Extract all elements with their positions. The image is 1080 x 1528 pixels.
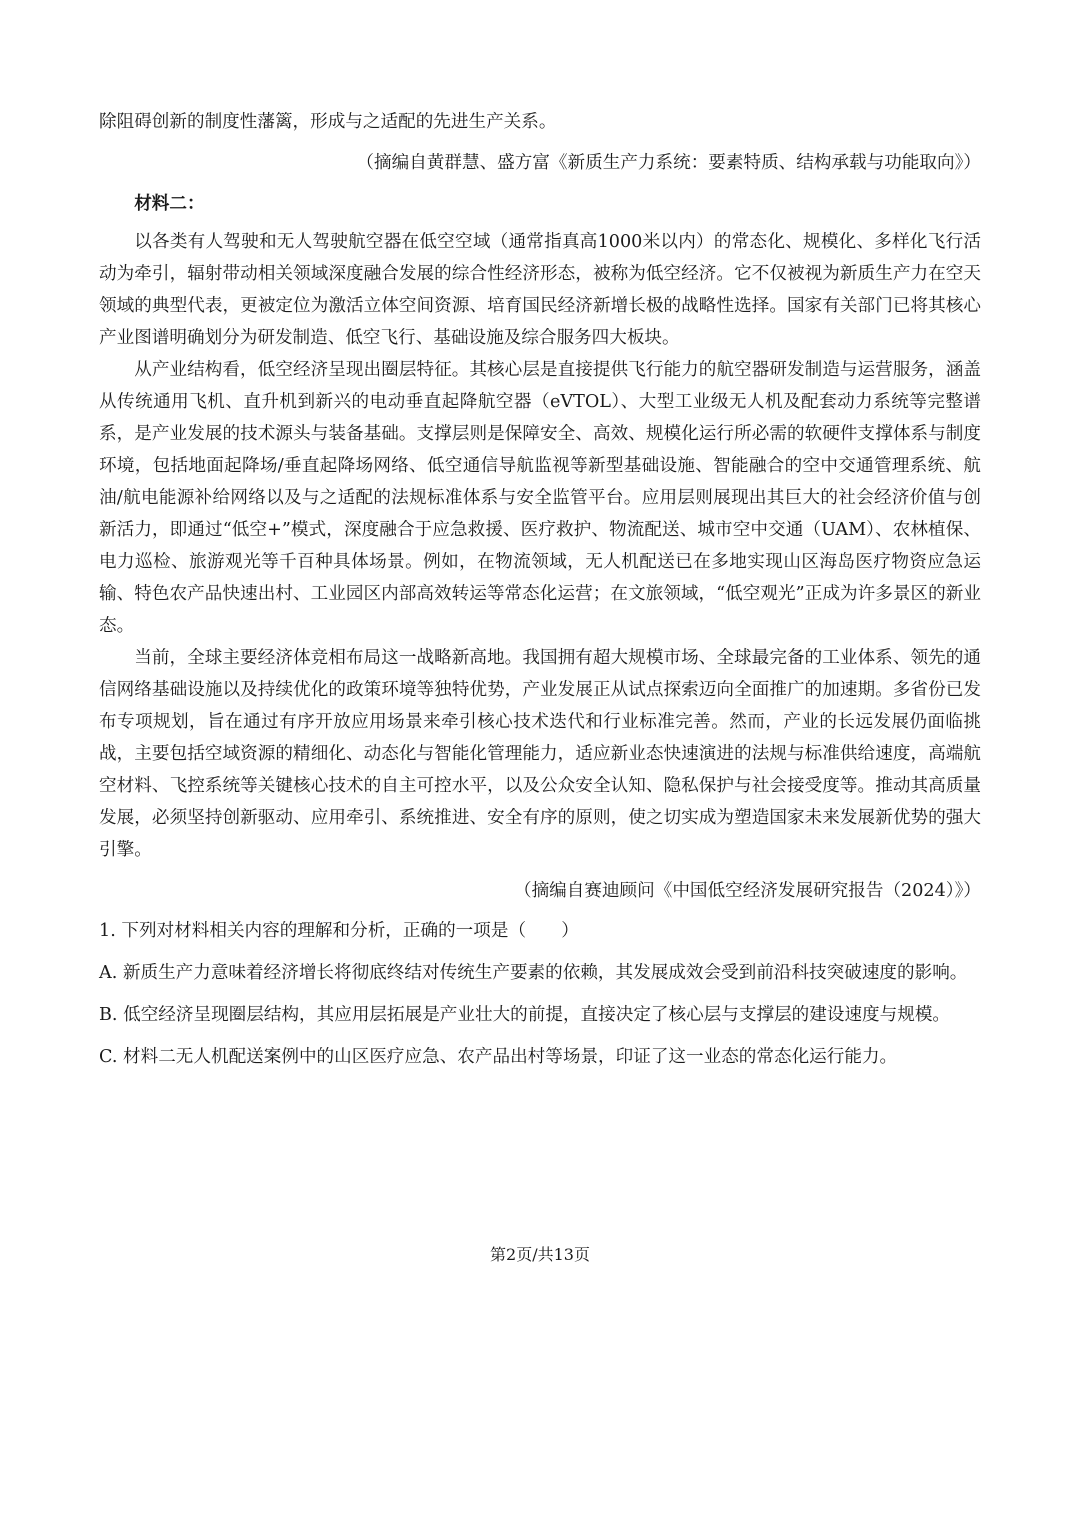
question-1-option-a: A. 新质生产力意味着经济增长将彻底终结对传统生产要素的依赖，其发展成效会受到前沿科技突破速度的影响。 [99,963,968,983]
material-2-paragraph-1: 以各类有人驾驶和无人驾驶航空器在低空空域（通常指真高1000米以内）的常态化、规模化、多样化飞行活动为牵引，辐射带动相关领域深度融合发展的综合性经济形态，被称为低空经济。它不仅被视为新质生产力在空天领域的典型代表，更被定位为激活立体空间资源、培育国民经济新增长极的战略性选择。国家有关部门已将其核心产业图谱明确划分为研发制造、低空飞行、基础设施及综合服务四大板块。 [99,232,981,348]
paragraph-continuation: 除阻碍创新的制度性藩篱，形成与之适配的先进生产关系。 [99,112,557,132]
material-2-paragraph-2: 从产业结构看，低空经济呈现出圈层特征。其核心层是直接提供飞行能力的航空器研发制造与运营服务，涵盖从传统通用飞机、直升机到新兴的电动垂直起降航空器（eVTOL）、大型工业级无人机及配套动力系统等完整谱系，是产业发展的技术源头与装备基础。支撑层则是保障安全、高效、规模化运行所必需的软硬件支撑体系与制度环境，包括地面起降场/垂直起降场网络、低空通信导航监视等新型基础设施、智能融合的空中交通管理系统、航油/航电能源补给网络以及与之适配的法规标准体系与安全监管平台。应用层则展现出其巨大的社会经济价值与创新活力，即通过“低空+”模式，深度融合于应急救援、医疗救护、物流配送、城市空中交通（UAM）、农林植保、电力巡检、旅游观光等千百种具体场景。例如，在物流领域，无人机配送已在多地实现山区海岛医疗物资应急运输、特色农产品快速出村、工业园区内部高效转运等常态化运营；在文旅领域，“低空观光”正成为许多景区的新业态。 [99,360,981,636]
material-2-paragraph-3: 当前，全球主要经济体竞相布局这一战略新高地。我国拥有超大规模市场、全球最完备的工业体系、领先的通信网络基础设施以及持续优化的政策环境等独特优势，产业发展正从试点探索迈向全面推广的加速期。多省份已发布专项规划，旨在通过有序开放应用场景来牵引核心技术迭代和行业标准完善。然而，产业的长远发展仍面临挑战，主要包括空域资源的精细化、动态化与智能化管理能力，适应新业态快速演进的法规与标准供给速度，高端航空材料、飞控系统等关键核心技术的自主可控水平，以及公众安全认知、隐私保护与社会接受度等。推动其高质量发展，必须坚持创新驱动、应用牵引、系统推进、安全有序的原则，使之切实成为塑造国家未来发展新优势的强大引擎。 [99,648,981,860]
source-citation-2: （摘编自赛迪顾问《中国低空经济发展研究报告（2024）》） [513,881,981,901]
material-2-heading: 材料二： [134,193,205,214]
document-body [99,106,981,1075]
source-citation-1: （摘编自黄群慧、盛方富《新质生产力系统：要素特质、结构承载与功能取向》） [356,153,981,173]
question-1-stem: 1. 下列对材料相关内容的理解和分析，正确的一项是（ ） [99,921,579,941]
question-1-option-c: C. 材料二无人机配送案例中的山区医疗应急、农产品出村等场景，印证了这一业态的常态化运行能力。 [99,1047,898,1067]
page-number-footer: 第2页/共13页 [490,1245,590,1264]
question-1-option-b: B. 低空经济呈现圈层结构，其应用层拓展是产业壮大的前提，直接决定了核心层与支撑层的建设速度与规模。 [99,1005,951,1025]
